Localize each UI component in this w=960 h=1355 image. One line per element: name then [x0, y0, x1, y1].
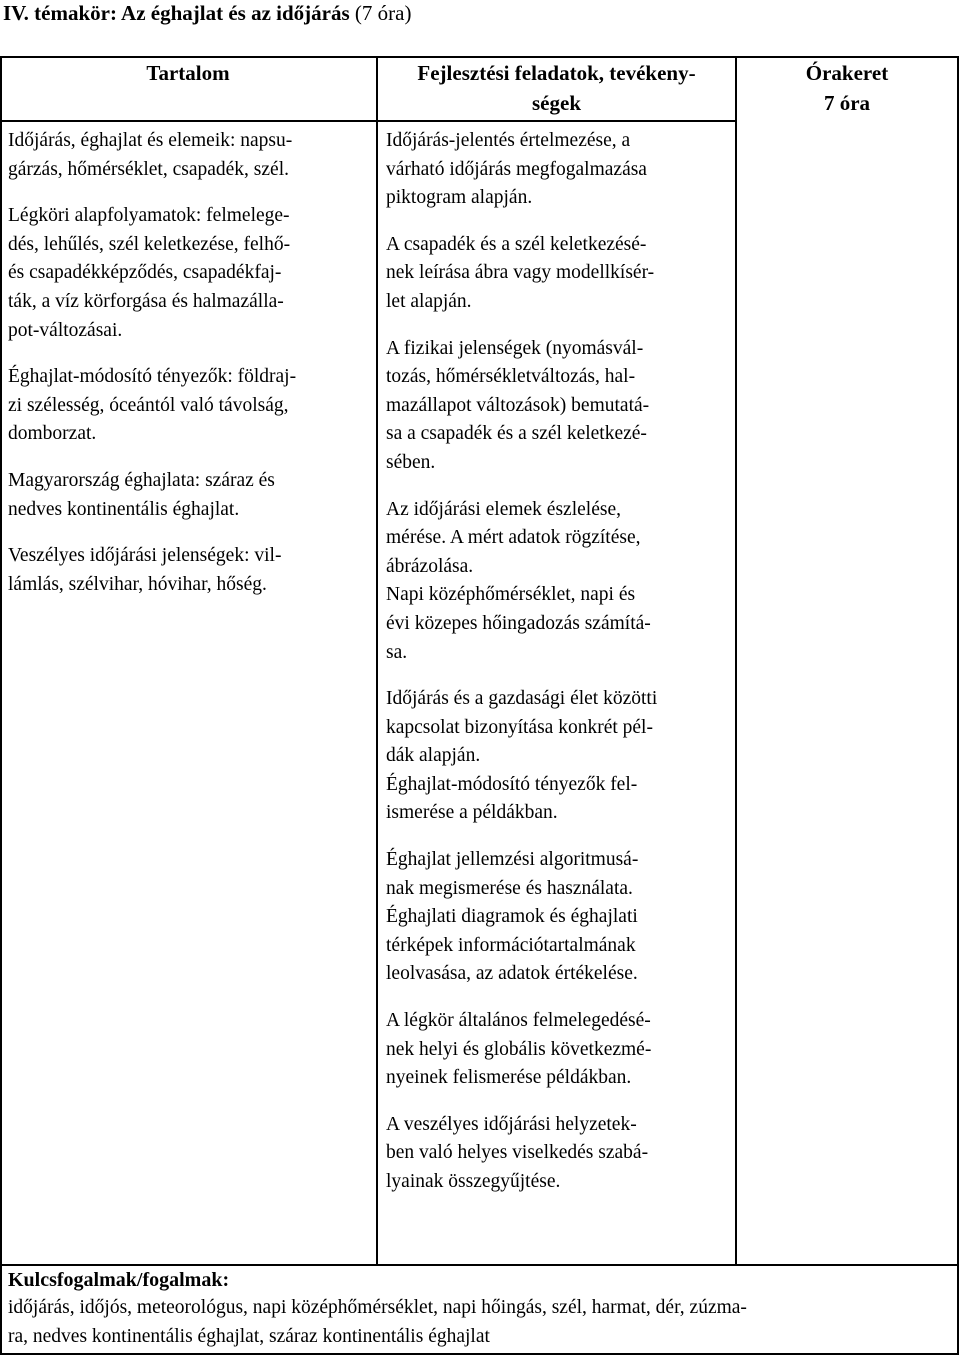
text-line: nek leírása ábra vagy modellkísér-	[386, 262, 655, 284]
text-line: ták, a víz körforgása és halmazálla-	[8, 290, 284, 312]
header-content-label: Tartalom	[146, 61, 230, 85]
task-paragraph-1	[386, 127, 734, 213]
content-paragraph-2	[8, 202, 374, 345]
text-line: tozás, hőmérsékletváltozás, hal-	[386, 366, 636, 388]
text-line: lámlás, szélvihar, hóvihar, hőség.	[8, 573, 267, 595]
text-line: és csapadékképződés, csapadékfaj-	[8, 262, 282, 284]
text-line: ismerése a példákban.	[386, 802, 558, 824]
text-line: A csapadék és a szél keletkezésé-	[386, 233, 647, 255]
text-line: ben való helyes viselkedés szabá-	[386, 1142, 649, 1164]
text-line: Légköri alapfolyamatok: felmelege-	[8, 205, 290, 227]
text-line: nek helyi és globális következmé-	[386, 1038, 652, 1060]
content-column	[8, 127, 374, 599]
task-paragraph-2	[386, 231, 734, 317]
header-tasks-line1: Fejlesztési feladatok, tevékeny-	[417, 61, 696, 85]
text-line: Magyarország éghajlata: száraz és	[8, 469, 275, 491]
column-divider-2	[735, 56, 737, 1265]
tasks-column	[386, 127, 734, 1197]
text-line: lyainak összegyűjtése.	[386, 1171, 561, 1192]
text-line: Éghajlat jellemzési algoritmusá-	[386, 849, 639, 871]
text-line: Veszélyes időjárási jelenségek: vil-	[8, 545, 282, 567]
text-line: dés, lehűlés, szél keletkezése, felhő-	[8, 233, 291, 255]
text-line: A veszélyes időjárási helyzetek-	[386, 1113, 637, 1135]
text-line: kapcsolat bizonyítása konkrét pél-	[386, 716, 653, 738]
text-line: Éghajlati diagramok és éghajlati	[386, 906, 638, 928]
text-line: zi szélesség, óceántól való távolság,	[8, 394, 289, 416]
text-line: A fizikai jelenségek (nyomásvál-	[386, 337, 644, 359]
keywords-line-1: időjárás, időjós, meteorológus, napi középhőmérséklet, napi hőingás, szél, harmat, dér, zúzma-	[8, 1297, 747, 1318]
task-paragraph-7	[386, 1007, 734, 1093]
text-line: mérése. A mért adatok rögzítése,	[386, 527, 641, 549]
content-paragraph-3	[8, 363, 374, 449]
text-line: évi közepes hőingadozás számítá-	[386, 612, 651, 634]
text-line: Napi középhőmérséklet, napi és	[386, 584, 636, 606]
task-paragraph-4	[386, 496, 734, 668]
header-content	[0, 58, 376, 88]
task-paragraph-5	[386, 685, 734, 828]
text-line: Éghajlat-módosító tényezők fel-	[386, 773, 638, 795]
section-title-text: IV. témakör: Az éghajlat és az időjárás	[3, 1, 350, 25]
text-line: domborzat.	[8, 423, 97, 445]
content-paragraph-1	[8, 127, 374, 184]
header-hours-value: 7 óra	[823, 91, 871, 115]
text-line: Időjárás-jelentés értelmezése, a	[386, 130, 631, 151]
task-paragraph-8	[386, 1111, 734, 1197]
header-tasks	[378, 58, 735, 118]
text-line: térképek információtartalmának	[386, 934, 636, 956]
section-hours: (7 óra)	[349, 1, 412, 25]
header-tasks-line2: ségek	[532, 91, 581, 115]
content-paragraph-4	[8, 467, 374, 524]
header-divider	[0, 120, 737, 122]
text-line: gárzás, hőmérséklet, csapadék, szél.	[8, 158, 289, 180]
text-line: nedves kontinentális éghajlat.	[8, 498, 240, 520]
keywords-heading: Kulcsfogalmak/fogalmak:	[8, 1269, 230, 1291]
text-line: sében.	[386, 451, 436, 473]
text-line: dák alapján.	[386, 745, 481, 767]
text-line: Éghajlat-módosító tényezők: földraj-	[8, 366, 297, 388]
header-hours	[737, 58, 957, 118]
text-line: Időjárás és a gazdasági élet közötti	[386, 688, 658, 710]
task-paragraph-3	[386, 335, 734, 478]
text-line: nyeinek felismerése példákban.	[386, 1067, 632, 1089]
text-line: sa a csapadék és a szél keletkezé-	[386, 423, 647, 445]
header-hours-label: Órakeret	[805, 61, 889, 85]
text-line: piktogram alapján.	[386, 187, 533, 209]
text-line: Időjárás, éghajlat és elemeik: napsu-	[8, 130, 293, 151]
text-line: A légkör általános felmelegedésé-	[386, 1010, 651, 1032]
text-line: mazállapot változások) bemutatá-	[386, 394, 650, 416]
content-paragraph-5	[8, 542, 374, 599]
text-line: leolvasása, az adatok értékelése.	[386, 963, 638, 985]
text-line: nak megismerése és használata.	[386, 877, 633, 899]
text-line: let alapján.	[386, 290, 472, 312]
section-title	[3, 0, 411, 26]
column-divider-1	[376, 56, 378, 1265]
keywords-divider	[0, 1264, 959, 1266]
text-line: ábrázolása.	[386, 555, 474, 577]
text-line: pot-változásai.	[8, 319, 123, 341]
text-line: Az időjárási elemek észlelése,	[386, 498, 621, 520]
text-line: várható időjárás megfogalmazása	[386, 158, 647, 180]
keywords-text	[8, 1294, 953, 1351]
task-paragraph-6	[386, 846, 734, 989]
keywords-line-2: ra, nedves kontinentális éghajlat, száraz kontinentális éghajlat	[8, 1325, 490, 1347]
text-line: sa.	[386, 641, 408, 663]
